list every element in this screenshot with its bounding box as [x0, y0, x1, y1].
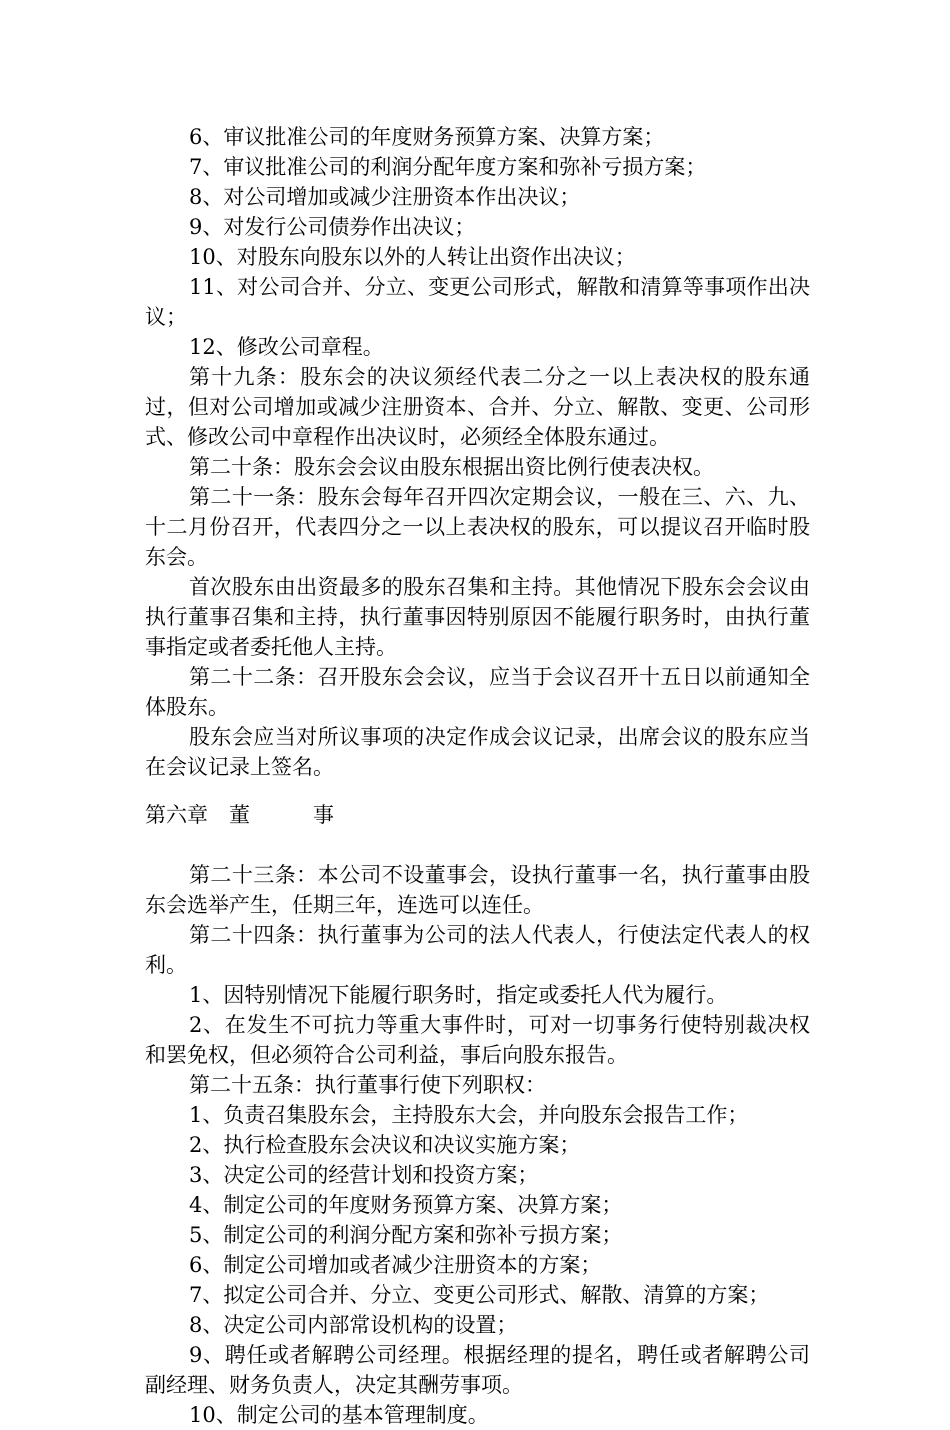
paragraph: 首次股东由出资最多的股东召集和主持。其他情况下股东会会议由执行董事召集和主持，执行董事因特别原因不能履行职务时，由执行董事指定或者委托他人主持。 — [145, 575, 810, 659]
article-20: 第二十条：股东会会议由股东根据出资比例行使表决权。 — [189, 455, 714, 479]
paragraph: 5、制定公司的利润分配方案和弥补亏损方案； — [189, 1223, 623, 1247]
paragraph: 2、执行检查股东会决议和决议实施方案； — [189, 1133, 581, 1157]
paragraph: 2、在发生不可抗力等重大事件时，可对一切事务行使特别裁决权和罢免权，但必须符合公司利益，事后向股东报告。 — [145, 1013, 810, 1067]
paragraph: 8、决定公司内部常设机构的设置； — [189, 1313, 518, 1337]
chapter-heading: 第六章 董 事 — [145, 803, 334, 827]
paragraph: 6、制定公司增加或者减少注册资本的方案； — [189, 1253, 602, 1277]
section-shareholders-meeting — [145, 122, 810, 782]
article-21: 第二十一条：股东会每年召开四次定期会议，一般在三、六、九、十二月份召开，代表四分之一以上表决权的股东，可以提议召开临时股东会。 — [145, 485, 810, 569]
paragraph: 3、决定公司的经营计划和投资方案； — [189, 1163, 539, 1187]
paragraph: 8、对公司增加或减少注册资本作出决议； — [189, 185, 581, 209]
document-body — [145, 122, 810, 1430]
article-24: 第二十四条：执行董事为公司的法人代表人，行使法定代表人的权利。 — [145, 923, 810, 977]
article-19: 第十九条：股东会的决议须经代表二分之一以上表决权的股东通过，但对公司增加或减少注册资本、合并、分立、解散、变更、公司形式、修改公司中章程作出决议时，必须经全体股东通过。 — [145, 365, 810, 449]
paragraph: 7、审议批准公司的利润分配年度方案和弥补亏损方案； — [189, 155, 707, 179]
paragraph: 9、聘任或者解聘公司经理。根据经理的提名，聘任或者解聘公司副经理、财务负责人，决定其酬劳事项。 — [145, 1343, 810, 1397]
paragraph: 11、对公司合并、分立、变更公司形式，解散和清算等事项作出决议； — [145, 275, 810, 329]
paragraph: 股东会应当对所议事项的决定作成会议记录，出席会议的股东应当在会议记录上签名。 — [145, 725, 810, 779]
paragraph: 1、因特别情况下能履行职务时，指定或委托人代为履行。 — [189, 983, 728, 1007]
paragraph: 12、修改公司章程。 — [189, 335, 384, 359]
article-23: 第二十三条：本公司不设董事会，设执行董事一名，执行董事由股东会选举产生，任期三年，连选可以连任。 — [145, 863, 810, 917]
article-22: 第二十二条：召开股东会会议，应当于会议召开十五日以前通知全体股东。 — [145, 665, 810, 719]
paragraph: 1、负责召集股东会，主持股东大会，并向股东会报告工作； — [189, 1103, 749, 1127]
paragraph: 6、审议批准公司的年度财务预算方案、决算方案； — [189, 125, 665, 149]
section-executive-director — [145, 860, 810, 1430]
paragraph: 4、制定公司的年度财务预算方案、决算方案； — [189, 1193, 623, 1217]
paragraph: 10、制定公司的基本管理制度。 — [189, 1403, 489, 1427]
paragraph: 9、对发行公司债券作出决议； — [189, 215, 476, 239]
paragraph: 7、拟定公司合并、分立、变更公司形式、解散、清算的方案； — [189, 1283, 770, 1307]
paragraph: 10、对股东向股东以外的人转让出资作出决议； — [189, 245, 636, 269]
article-25: 第二十五条：执行董事行使下列职权： — [189, 1073, 546, 1097]
